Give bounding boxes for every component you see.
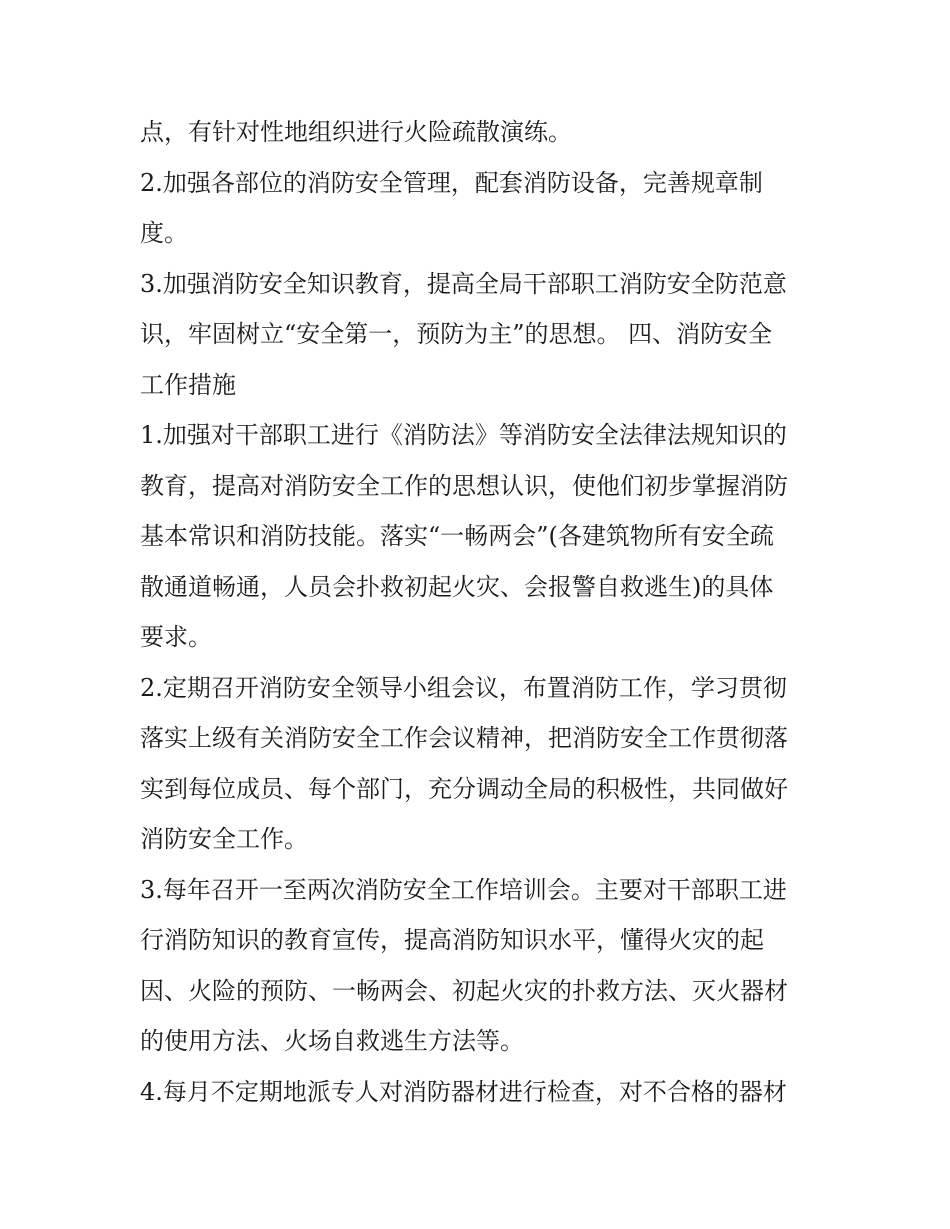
text-line: 2.定期召开消防安全领导小组会议，布置消防工作，学习贯彻 [140, 673, 787, 702]
text-line: 3.加强消防安全知识教育，提高全局干部职工消防安全防范意 [140, 269, 787, 298]
text-line: 点，有针对性地组织进行火险疏散演练。 [140, 118, 572, 146]
text-line: 实到每位成员、每个部门，充分调动全局的积极性，共同做好 [140, 774, 788, 803]
text-line: 3.每年召开一至两次消防安全工作培训会。主要对干部职工进 [140, 875, 787, 904]
text-line: 散通道畅通，人员会扑救初起火灾、会报警自救逃生)的具体 [140, 572, 774, 601]
text-line: 教育，提高对消防安全工作的思想认识，使他们初步掌握消防 [140, 471, 788, 500]
document-body [140, 107, 820, 1117]
text-line: 1.加强对干部职工进行《消防法》等消防安全法律法规知识的 [140, 421, 787, 449]
text-line: 2.加强各部位的消防安全管理，配套消防设备，完善规章制 [140, 168, 763, 197]
text-line: 行消防知识的教育宣传，提高消防知识水平，懂得火灾的起 [140, 926, 764, 954]
text-line: 工作措施 [140, 370, 236, 399]
text-line: 识，牢固树立“安全第一，预防为主”的思想。 四、消防安全 [140, 320, 773, 348]
text-line: 4.每月不定期地派专人对消防器材进行检查，对不合格的器材 [140, 1077, 787, 1106]
text-line: 因、火险的预防、一畅两会、初起火灾的扑救方法、灭火器材 [140, 976, 788, 1005]
text-line: 消防安全工作。 [140, 825, 308, 853]
text-line: 的使用方法、火场自救逃生方法等。 [140, 1027, 524, 1055]
text-line: 度。 [140, 219, 188, 247]
text-line: 落实上级有关消防安全工作会议精神，把消防安全工作贯彻落 [140, 724, 788, 752]
text-line: 要求。 [140, 623, 212, 651]
text-line: 基本常识和消防技能。落实“一畅两会”(各建筑物所有安全疏 [140, 522, 774, 550]
